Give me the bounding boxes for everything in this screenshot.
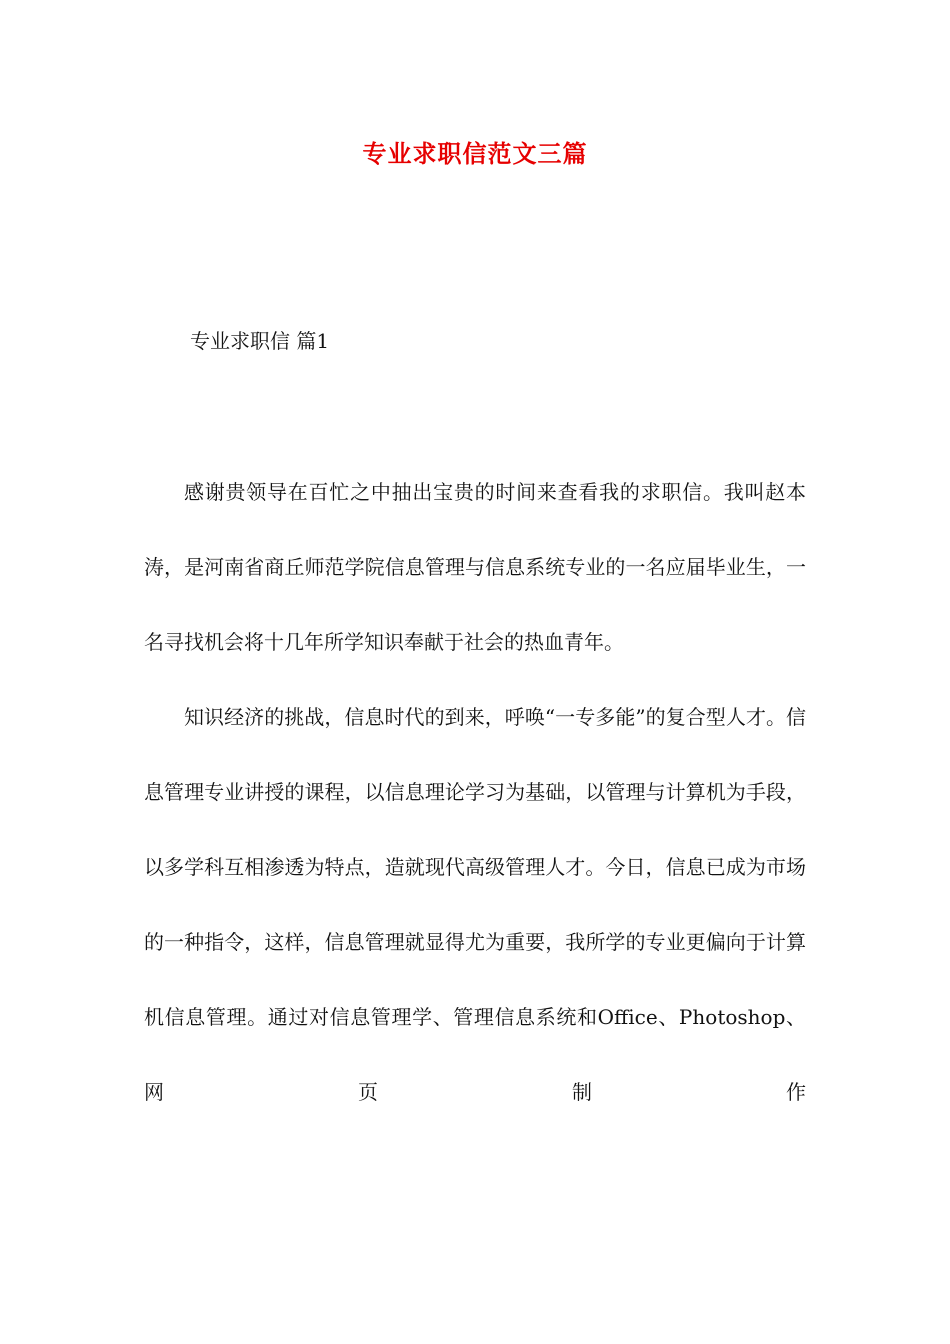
document-title: 专业求职信范文三篇 bbox=[362, 140, 588, 168]
paragraph-2: 知识经济的挑战，信息时代的到来，呼唤“一专多能”的复合型人才。信息管理专业讲授的课程，以信息理论学习为基础，以管理与计算机为手段，以多学科互相渗透为特点，造就现代高级管理人才。今日，信息已成为市场的一种指令，这样，信息管理就显得尤为重要，我所学的专业更偏向于计算机信息管理。通过对信息管理学、管理信息系统和Office、Photoshop、网页制作 bbox=[144, 705, 806, 1104]
paragraph-1: 感谢贵领导在百忙之中抽出宝贵的时间来查看我的求职信。我叫赵本涛，是河南省商丘师范学院信息管理与信息系统专业的一名应届毕业生，一名寻找机会将十几年所学知识奉献于社会的热血青年。 bbox=[144, 480, 806, 654]
document-body bbox=[144, 455, 806, 1130]
section-heading: 专业求职信 篇1 bbox=[190, 329, 330, 353]
